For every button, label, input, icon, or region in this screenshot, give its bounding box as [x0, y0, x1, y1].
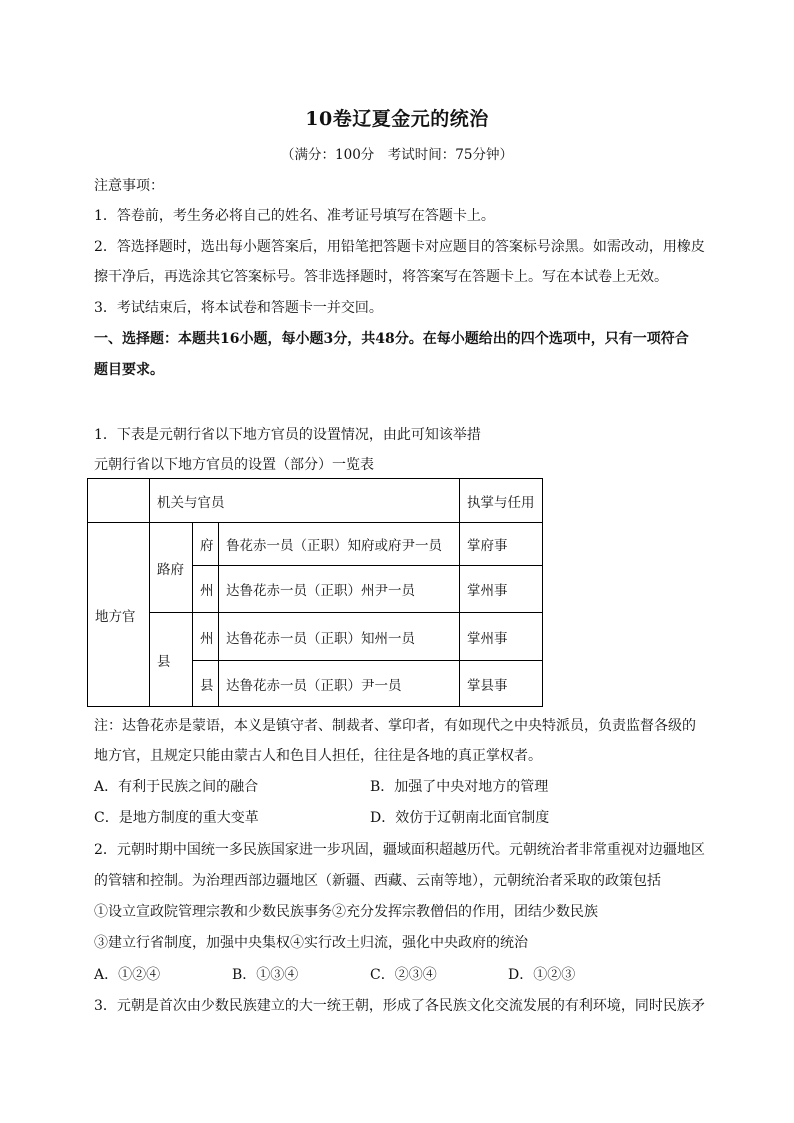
table-row — [88, 523, 543, 566]
table-note-line: 地方官，且规定只能由蒙古人和色目人担任，往往是各地的真正掌权者。 — [94, 748, 542, 764]
table-cell-official: 达鲁花赤一员（正职）尹一员 — [219, 661, 460, 707]
q1-option-a[interactable]: A．有利于民族之间的融合 — [94, 779, 259, 795]
page-title: 10卷辽夏金元的统治 — [305, 108, 489, 130]
question-3-line: 3．元朝是首次由少数民族建立的大一统王朝，形成了各民族文化交流发展的有利环境，同时民族矛 — [94, 998, 705, 1014]
q2-option-b[interactable]: B．①③④ — [232, 967, 299, 983]
table-note-line: 注：达鲁花赤是蒙语，本义是镇守者、制裁者、掌印者，有如现代之中央特派员，负责监督各级的 — [94, 718, 696, 734]
officials-table — [87, 478, 543, 707]
notes-heading: 注意事项： — [94, 178, 164, 194]
question-2-line: 2．元朝时期中国统一多民族国家进一步巩固，疆域面积超越历代。元朝统治者非常重视对边疆地区 — [94, 842, 705, 858]
table-cell-unit: 州 — [193, 613, 219, 661]
table-cell-official: 达鲁花赤一员（正职）州尹一员 — [219, 566, 460, 613]
q1-option-b[interactable]: B．加强了中央对地方的管理 — [370, 779, 549, 795]
q1-option-c[interactable]: C．是地方制度的重大变革 — [94, 810, 259, 826]
table-header-duty: 执掌与任用 — [460, 479, 543, 523]
question-2-line: ①设立宣政院管理宗教和少数民族事务②充分发挥宗教僧侣的作用，团结少数民族 — [94, 904, 598, 920]
table-cell-duty: 掌县事 — [460, 661, 543, 707]
table-cell-unit: 县 — [193, 661, 219, 707]
table-cell-empty — [88, 479, 150, 523]
q1-option-d[interactable]: D．效仿于辽朝南北面官制度 — [370, 810, 550, 826]
note-line: 2．答选择题时，选出每小题答案后，用铅笔把答题卡对应题目的答案标号涂黑。如需改动，用橡皮 — [94, 239, 705, 255]
section-heading-cont: 题目要求。 — [94, 362, 164, 378]
table-cell-official: 鲁花赤一员（正职）知府或府尹一员 — [219, 523, 460, 566]
note-line: 擦干净后，再选涂其它答案标号。答非选择题时，将答案写在答题卡上。写在本试卷上无效。 — [94, 269, 668, 285]
question-1-stem: 1．下表是元朝行省以下地方官员的设置情况，由此可知该举措 — [94, 427, 481, 443]
question-2-line: ③建立行省制度，加强中央集权④实行改土归流，强化中央政府的统治 — [94, 935, 528, 951]
q2-option-a[interactable]: A．①②④ — [94, 967, 161, 983]
note-line: 1．答卷前，考生务必将自己的姓名、准考证号填写在答题卡上。 — [94, 208, 495, 224]
table-cell-unit: 府 — [193, 523, 219, 566]
table-caption: 元朝行省以下地方官员的设置（部分）一览表 — [94, 457, 374, 473]
table-cell-official: 达鲁花赤一员（正职）知州一员 — [219, 613, 460, 661]
page-subtitle: （满分：100分 考试时间：75分钟） — [281, 147, 513, 163]
table-cell-lufu: 路府 — [150, 523, 193, 613]
note-line: 3．考试结束后，将本试卷和答题卡一并交回。 — [94, 300, 383, 316]
q2-option-c[interactable]: C．②③④ — [370, 967, 437, 983]
table-cell-xian: 县 — [150, 613, 193, 707]
q2-option-d[interactable]: D．①②③ — [508, 967, 576, 983]
table-header-org: 机关与官员 — [150, 479, 460, 523]
table-cell-unit: 州 — [193, 566, 219, 613]
section-heading: 一、选择题：本题共16小题，每小题3分，共48分。在每小题给出的四个选项中，只有一项符合 — [94, 331, 689, 347]
table-row — [88, 613, 543, 661]
table-cell-duty: 掌府事 — [460, 523, 543, 566]
table-cell-duty: 掌州事 — [460, 566, 543, 613]
question-2-line: 的管辖和控制。为治理西部边疆地区（新疆、西藏、云南等地），元朝统治者采取的政策包括 — [94, 873, 661, 889]
table-cell-local: 地方官 — [88, 523, 150, 707]
table-header-row — [88, 479, 543, 523]
table-cell-duty: 掌州事 — [460, 613, 543, 661]
